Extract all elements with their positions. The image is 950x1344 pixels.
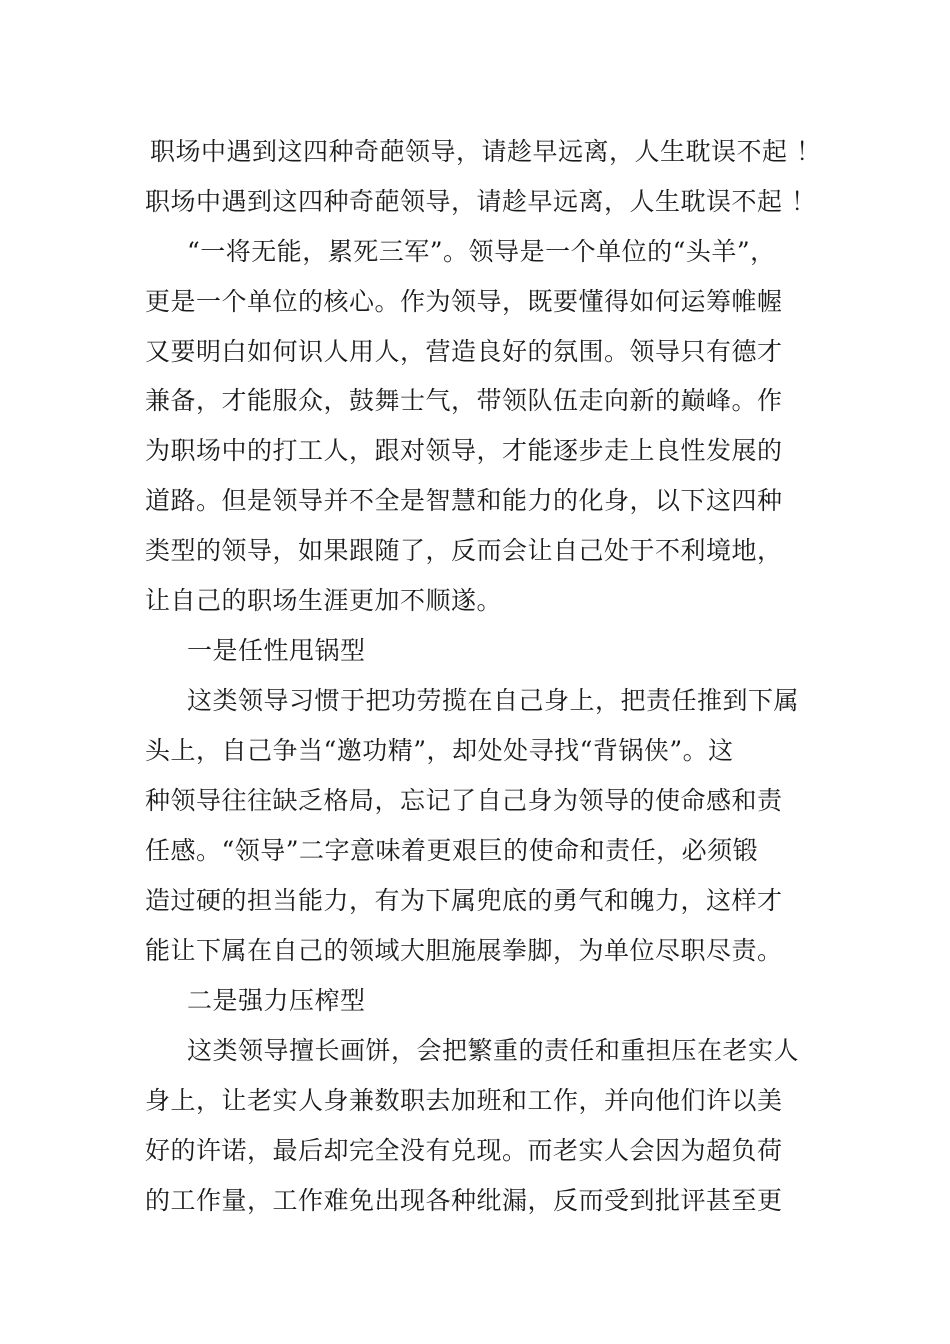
section-heading-2: 二是强力压榨型	[187, 986, 366, 1015]
paragraph-1-line-5: 为职场中的打工人，跟对领导，才能逐步走上良性发展的	[145, 436, 783, 465]
paragraph-1-line-8: 让自己的职场生涯更加不顺遂。	[145, 586, 503, 615]
title-line-2: 职场中遇到这四种奇葩领导，请趁早远离，人生耽误不起 ！	[145, 187, 817, 216]
title-line-1: 职场中遇到这四种奇葩领导，请趁早远离，人生耽误不起 ！	[150, 137, 822, 166]
paragraph-1-line-6: 道路。但是领导并不全是智慧和能力的化身，以下这四种	[145, 486, 783, 515]
paragraph-1-line-1: “一将无能，累死三军”。领导是一个单位的“头羊”，	[187, 237, 776, 266]
paragraph-2-line-4: 任感。“领导”二字意味着更艰巨的使命和责任，必须锻	[145, 836, 759, 865]
section-heading-1: 一是任性甩锅型	[187, 636, 366, 665]
paragraph-1-line-4: 兼备，才能服众，鼓舞士气，带领队伍走向新的巅峰。作	[145, 386, 783, 415]
paragraph-3-line-2: 身上，让老实人身兼数职去加班和工作，并向他们许以美	[145, 1086, 783, 1115]
paragraph-3-line-4: 的工作量，工作难免出现各种纰漏，反而受到批评甚至更	[145, 1186, 783, 1215]
paragraph-2-line-2: 头上，自己争当“邀功精”，却处处寻找“背锅侠”。这	[145, 736, 734, 765]
paragraph-2-line-6: 能让下属在自己的领域大胆施展拳脚，为单位尽职尽责。	[145, 936, 783, 965]
paragraph-2-line-5: 造过硬的担当能力，有为下属兜底的勇气和魄力，这样才	[145, 886, 783, 915]
paragraph-1-line-3: 又要明白如何识人用人，营造良好的氛围。领导只有德才	[145, 337, 783, 366]
paragraph-1-line-7: 类型的领导，如果跟随了，反而会让自己处于不利境地，	[145, 536, 783, 565]
paragraph-3-line-1: 这类领导擅长画饼，会把繁重的责任和重担压在老实人	[187, 1036, 800, 1065]
paragraph-3-line-3: 好的许诺，最后却完全没有兑现。而老实人会因为超负荷	[145, 1136, 783, 1165]
paragraph-2-line-3: 种领导往往缺乏格局，忘记了自己身为领导的使命感和责	[145, 786, 783, 815]
paragraph-2-line-1: 这类领导习惯于把功劳揽在自己身上，把责任推到下属	[187, 686, 800, 715]
paragraph-1-line-2: 更是一个单位的核心。作为领导，既要懂得如何运筹帷幄	[145, 287, 783, 316]
